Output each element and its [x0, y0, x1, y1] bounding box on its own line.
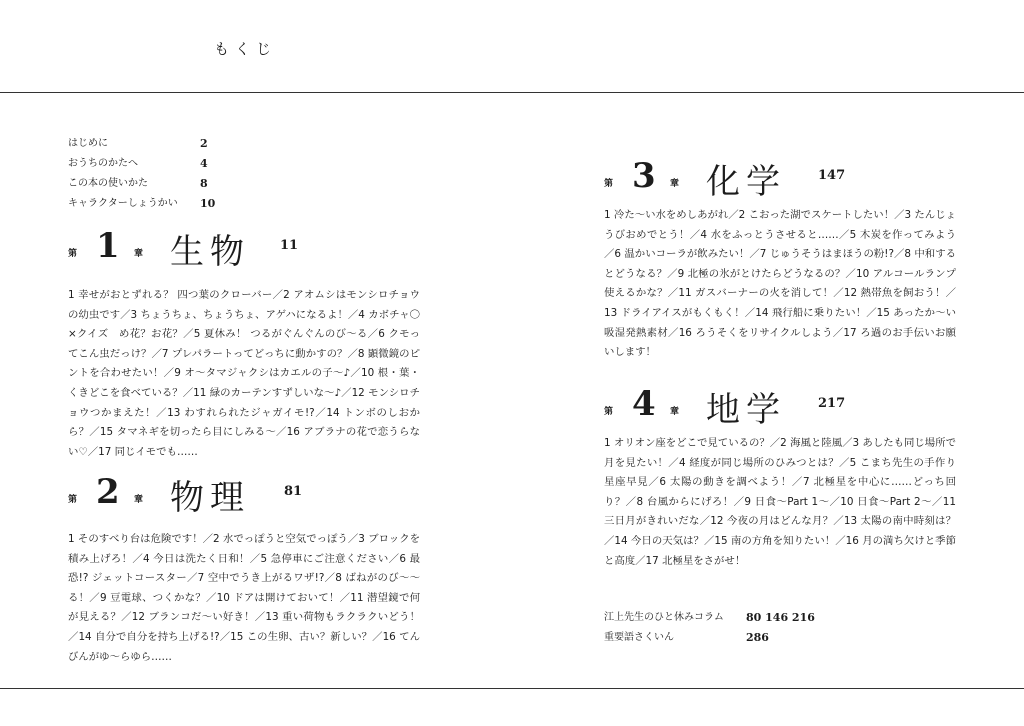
chapter-title: 地学 — [706, 390, 786, 430]
chapter-prefix: 第 — [604, 179, 614, 189]
intro-item-page: 4 — [200, 157, 208, 170]
chapter-suffix: 章 — [134, 249, 144, 259]
intro-item-label: おうちのかたへ — [68, 158, 138, 169]
chapter-page: 11 — [280, 238, 299, 253]
chapter-number: 4 — [632, 384, 656, 424]
chapter-1-heading[interactable] — [68, 228, 328, 282]
chapter-page: 217 — [818, 396, 846, 411]
chapter-2-contents: 1 そのすべり台は危険です！／2 水でっぽうと空気でっぽう／3 ブロックを積み上げろ！／4 今日は洗たく日和！／5 急停車にご注意ください／6 最恐!? ジェットコースター／7 空中でうき上がるワザ!?／8 ばねがのび～～る！／9 豆電球、つくかな？／10 ドアは開けておいて！／11 潜望鏡で何が見える？／12 ブランコだ～い好き！／13 重い荷物もラクラクいどう！／14 自分で自分を持ち上げる!?／15 この生卵、古い？新しい？／16 てんびんがゆ～らゆら…… — [68, 533, 420, 663]
chapter-prefix: 第 — [68, 495, 78, 505]
chapter-prefix: 第 — [604, 407, 614, 417]
chapter-suffix: 章 — [670, 179, 680, 189]
chapter-title: 物理 — [170, 478, 250, 518]
intro-item-page: 10 — [200, 197, 216, 210]
chapter-2-heading[interactable] — [68, 474, 328, 528]
chapter-suffix: 章 — [670, 407, 680, 417]
chapter-suffix: 章 — [134, 495, 144, 505]
chapter-1-contents: 1 幸せがおとずれる？ 四つ葉のクローバー／2 アオムシはモンシロチョウの幼虫です／3 ちょうちょ、ちょうちょ、アゲハになるよ！／4 カボチャ〇×クイズ め花？お花？／5 夏休み！ つるがぐんぐんのび～る／6 クモってこん虫だっけ？／7 プレパラートってどっちに動かすの？／8 顕微鏡のピントを合わせたい！／9 オ～タマジャクシはカエルの子～♪／10 根・葉・くきどこを食べている？／11 緑のカーテンすずしいな～♪／12 モンシロチョウつかまえた！／13 わすれられたジャガイモ!?／14 トンボのしおから？／15 タマネギを切ったら目にしみる～／16 アブラナの花で恋うらない♡／17 同じイモでも…… — [68, 289, 420, 458]
index-entry-pages: 286 — [746, 631, 769, 644]
extras-list — [604, 608, 904, 648]
chapter-number: 2 — [96, 472, 120, 512]
chapter-title: 化学 — [706, 162, 786, 202]
chapter-page: 147 — [818, 168, 846, 183]
chapter-number: 3 — [632, 156, 656, 196]
index-entry-label: 重要語さくいん — [604, 632, 674, 643]
intro-item[interactable] — [68, 154, 248, 174]
column-entry[interactable] — [604, 608, 904, 628]
page-header — [0, 0, 1024, 92]
chapter-title: 生物 — [170, 232, 250, 272]
column-entry-pages: 80 146 216 — [746, 611, 815, 624]
chapter-3-contents: 1 冷た～い水をめしあがれ／2 こおった湖でスケートしたい！／3 たんじょうびおめでとう！／4 水をふっとうさせると……／5 木炭を作ってみよう／6 温かいコーラが飲みたい！／7 じゅうそうはまほうの粉!?／8 中和するとどうなる？／9 北極の氷がとけたらどうなるの？／10 アルコールランプ使えるかな？／11 ガスバーナーの火を消して！／12 熱帯魚を飼おう！／13 ドライアイスがもくもく！／14 飛行船に乗りたい！／15 あったか～い吸湿発熱素材／16 ろうそくをリサイクルしよう／17 ろ過のお手伝いお願いします！ — [604, 209, 956, 359]
intro-item-page: 8 — [200, 177, 208, 190]
footer-divider — [0, 688, 1024, 689]
intro-item-label: はじめに — [68, 138, 108, 149]
intro-item[interactable] — [68, 174, 248, 194]
chapter-page: 81 — [284, 484, 303, 499]
intro-item-label: キャラクターしょうかい — [68, 198, 178, 209]
chapter-number: 1 — [96, 226, 120, 266]
chapter-4-contents: 1 オリオン座をどこで見ているの？／2 海風と陸風／3 あしたも同じ場所で月を見たい！／4 経度が同じ場所のひみつとは？／5 こまち先生の手作り星座早見／6 太陽の動きを調べよう！／7 北極星を中心に……どっち回り？／8 台風からにげろ！／9 日食～Part 1～／10 日食～Part 2～／11 三日月がきれいだな／12 今夜の月はどんな月？／13 太陽の南中時刻は？／14 今日の天気は？／15 南の方角を知りたい！／16 月の満ち欠けと季節と高度／17 北極星をさがせ！ — [604, 437, 956, 567]
chapter-4-heading[interactable] — [604, 386, 904, 440]
toc-title: もくじ — [214, 40, 278, 58]
intro-item[interactable] — [68, 194, 248, 214]
chapter-prefix: 第 — [68, 249, 78, 259]
intro-item[interactable] — [68, 134, 248, 154]
intro-item-page: 2 — [200, 137, 208, 150]
chapter-3-heading[interactable] — [604, 158, 904, 212]
intro-item-label: この本の使いかた — [68, 178, 148, 189]
column-entry-label: 江上先生のひと休みコラム — [604, 612, 724, 623]
intro-list — [68, 134, 248, 214]
index-entry[interactable] — [604, 628, 904, 648]
header-divider — [0, 92, 1024, 93]
